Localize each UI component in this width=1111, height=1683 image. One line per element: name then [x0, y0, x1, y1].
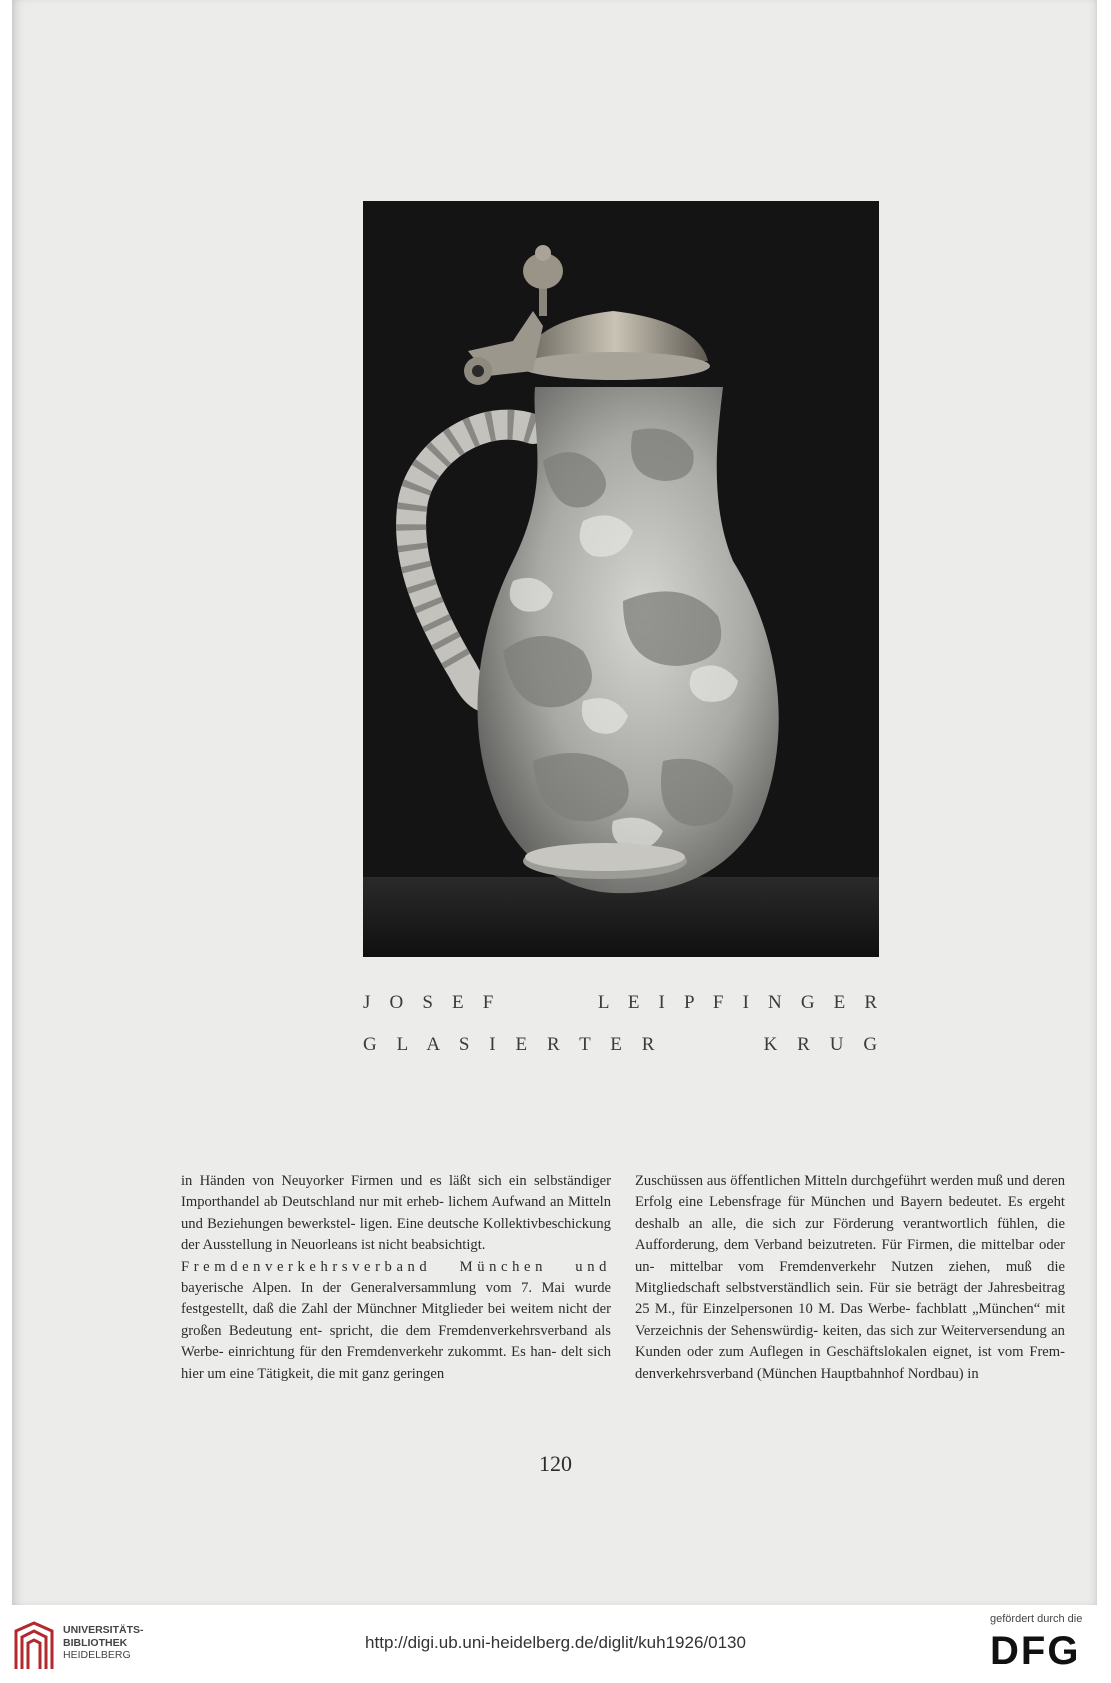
- funding-note: gefördert durch die: [990, 1613, 1083, 1625]
- caption-artist: J O S E F L E I P F I N G E R: [363, 992, 880, 1013]
- text-column-left: in Händen von Neuyorker Firmen und es läßt sich ein selbständiger Importhandel ab Deutschland nur mit erheb- lichem Aufwand an Mitteln und Beziehungen bewerkstel- ligen. Eine deutsche Kollektivbeschickung der Ausstellung in Neuorleans ist nicht beabsichtigt. Fremdenverkehrsverband München und bayerische Alpen. In der Generalversammlung vom 7. Mai wurde festgestellt, daß die Zahl der Münchner Mitglieder bei weitem nicht der großen Bedeutung ent- spricht, die dem Fremdenverkehrsverband als Werbe- einrichtung für den Fremdenverkehr zukommt. Es han- delt sich hier um eine Tätigkeit, die mit ganz geringen: [181, 1173, 611, 1382]
- glazed-jug-illustration: [363, 201, 879, 957]
- text-column-right: Zuschüssen aus öffentlichen Mitteln durchgeführt werden muß und deren Erfolg eine Lebensfrage für München und Bayern bedeutet. Es ergeht deshalb an alle, die sich zur Förderung verantwortlich fühlen, die Aufforderung, dem Verband beizutreten. Für Firmen, die mittelbar oder un- mittelbar vom Fremdenverkehr Nutzen ziehen, muß die Mitgliedschaft selbstverständlich sein. Für sie beträgt der Jahresbeitrag 25 M., für Einzelpersonen 10 M. Das Werbe- fachblatt „München“ mit Verzeichnis der Sehenswürdig- keiten, das sich zur Weiterversendung an Kunden oder zum Auflegen in Geschäftslokalen eignet, ist vom Frem- denverkehrsverband (München Hauptbahnhof Nordbau) in: [635, 1173, 1066, 1382]
- digitization-footer: [0, 1605, 1111, 1683]
- page-number: 120: [539, 1451, 572, 1476]
- scanned-page: [12, 0, 1097, 1605]
- section-heading: Fremdenverkehrsverband München und: [181, 1258, 611, 1275]
- source-url-link[interactable]: http://digi.ub.uni-heidelberg.de/diglit/kuh1926/0130: [365, 1633, 746, 1652]
- svg-text:DFG: DFG: [990, 1631, 1081, 1669]
- dfg-logo-icon: [990, 1631, 1096, 1669]
- library-name: UNIVERSITÄTS- BIBLIOTHEK HEIDELBERG: [63, 1624, 144, 1661]
- caption-title: G L A S I E R T E R K R U G: [363, 1034, 880, 1055]
- jug-photograph: [363, 201, 879, 957]
